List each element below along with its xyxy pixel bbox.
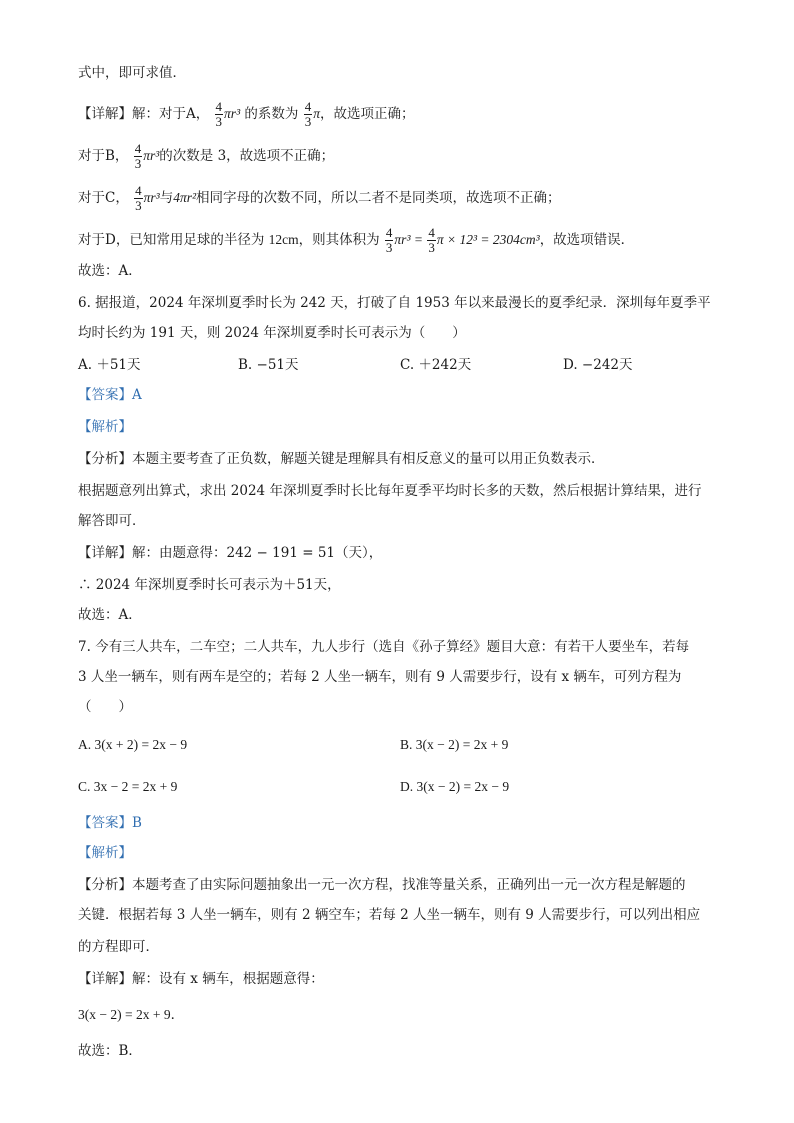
- question-6-text: 6. 据报道，2024 年深圳夏季时长为 242 天，打破了自 1953 年以来最漫长的夏季纪录．深圳每年夏季平: [78, 295, 711, 311]
- equation-line: 3(x − 2) = 2x + 9．: [78, 1007, 185, 1022]
- math-pir3: πr³: [143, 148, 160, 163]
- math-pi: π: [313, 106, 320, 121]
- analysis-label: 【解析】: [78, 419, 132, 435]
- detail-text: 【详解】解：设有 x 辆车，根据题意得：: [78, 971, 324, 987]
- option-a: A. ＋51天: [78, 357, 141, 373]
- option-d: D. 3(x − 2) = 2x − 9: [400, 779, 510, 794]
- line-prefix: 【详解】解：对于A，: [78, 106, 210, 122]
- fraction-4-3: $\frac{4}{3}$: [304, 99, 312, 129]
- fraction-4-3: $\frac{4}{3}$: [135, 183, 142, 213]
- text-line: [78, 100, 414, 129]
- answer-label: 【答案】A: [78, 387, 142, 403]
- analysis-text: 【分析】本题考查了由实际问题抽象出一元一次方程，找准等量关系，正确列出一元一次方程是解题的: [78, 877, 686, 893]
- answer-label: 【答案】B: [78, 815, 142, 831]
- question-7-text: 7. 今有三人共车，二车空；二人共车，九人步行（选自《孙子算经》题目大意：有若干人要坐车，若每: [78, 639, 690, 655]
- question-6-text: 均时长约为 191 天，则 2024 年深圳夏季时长可表示为（ ）: [78, 325, 466, 341]
- detail-text: 【详解】解：由题意得：242 − 191 = 51（天），: [78, 545, 383, 561]
- line-suffix: ，故选项正确；: [319, 106, 415, 122]
- question-7-text: （ ）: [78, 699, 132, 715]
- option-c: C. 3x − 2 = 2x + 9: [78, 779, 178, 794]
- line-prefix: 对于B，: [78, 148, 129, 164]
- analysis-text: 根据题意列出算式，求出 2024 年深圳夏季时长比每年夏季平均时长多的天数，然后根据计算结果，进行: [78, 483, 702, 499]
- text-line: [78, 226, 634, 255]
- fraction-4-3: $\frac{4}{3}$: [385, 225, 393, 255]
- question-7-text: 3 人坐一辆车，则有两车是空的；若每 2 人坐一辆车，则有 9 人需要步行，设有 x 辆车，可列方程为: [78, 669, 682, 685]
- fraction-4-3: $\frac{4}{3}$: [428, 225, 435, 255]
- line-suffix: 的次数是 3，故选项不正确；: [159, 148, 335, 164]
- option-b: B. 3(x − 2) = 2x + 9: [400, 737, 509, 752]
- line-prefix: 对于C，: [78, 190, 129, 206]
- line-prefix: 对于D，已知常用足球的半径为: [78, 232, 265, 248]
- option-c: C. ＋242天: [400, 357, 472, 373]
- text-line: 式中，即可求值．: [78, 65, 186, 81]
- analysis-text: 关键．根据若每 3 人坐一辆车，则有 2 辆空车；若每 2 人坐一辆车，则有 9 人需要步行，可以列出相应: [78, 907, 701, 923]
- select-line: 故选：A．: [78, 263, 142, 279]
- math-pir3: πr³: [224, 106, 241, 121]
- option-b: B. −51天: [238, 357, 299, 373]
- text-line: [78, 184, 561, 213]
- analysis-text: 的方程即可．: [78, 939, 159, 955]
- line-mid: ，则其体积为: [298, 232, 380, 248]
- option-d: D. −242天: [563, 357, 633, 373]
- text-line: [78, 142, 334, 171]
- line-mid: 的系数为: [244, 106, 299, 122]
- line-suffix: 相同字母的次数不同，所以二者不是同类项，故选项不正确；: [196, 190, 561, 206]
- analysis-label: 【解析】: [78, 845, 132, 861]
- fraction-4-3: $\frac{4}{3}$: [215, 99, 223, 129]
- line-suffix: ，故选项错误．: [539, 232, 635, 248]
- fraction-4-3: $\frac{4}{3}$: [134, 141, 142, 171]
- radius-value: 12cm: [268, 232, 299, 247]
- analysis-text: 【分析】本题主要考查了正负数，解题关键是理解具有相反意义的量可以用正负数表示．: [78, 451, 605, 467]
- line-mid: 与: [159, 190, 174, 206]
- analysis-text: 解答即可．: [78, 513, 146, 529]
- option-a: A. 3(x + 2) = 2x − 9: [78, 737, 188, 752]
- math-vol2: π × 12³ = 2304cm³: [436, 232, 540, 247]
- math-4pir2: 4πr²: [173, 190, 197, 205]
- math-vol: πr³ =: [394, 232, 427, 247]
- select-line: 故选：B．: [78, 1043, 142, 1059]
- detail-text: ∴ 2024 年深圳夏季时长可表示为＋51天，: [78, 577, 341, 593]
- math-pir3: πr³: [143, 190, 160, 205]
- select-line: 故选：A．: [78, 607, 142, 623]
